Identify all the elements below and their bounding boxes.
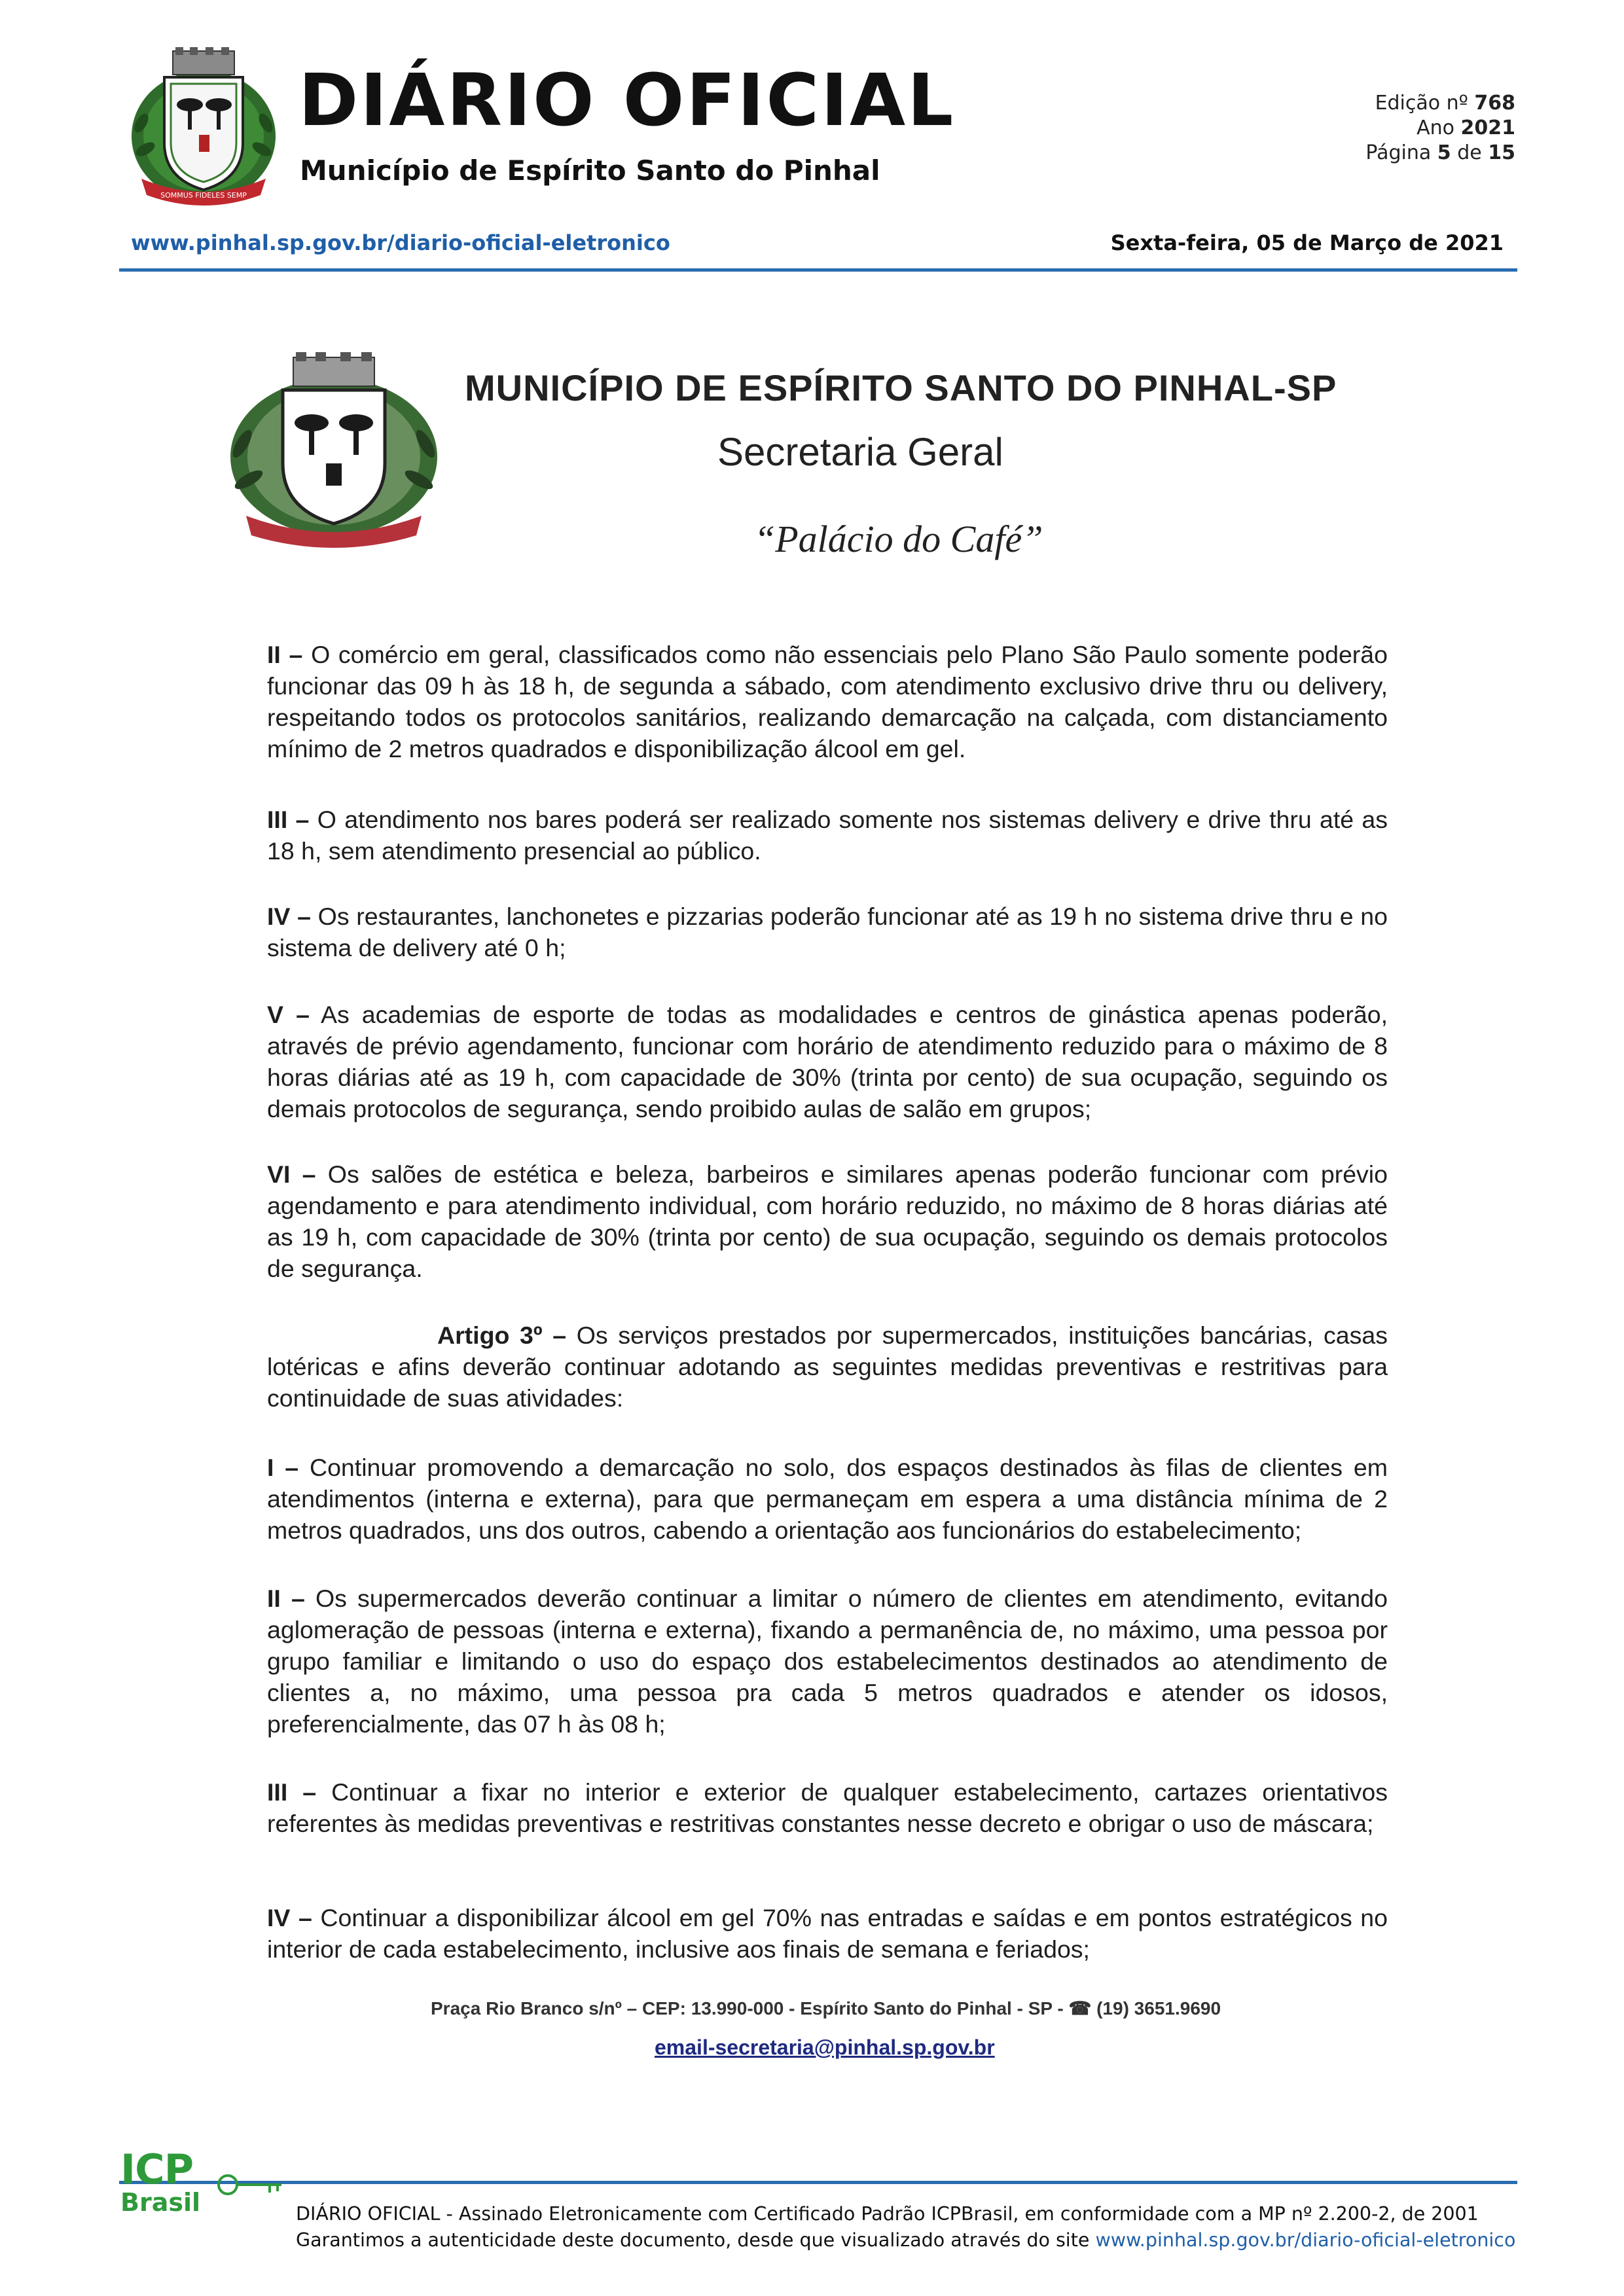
- year-number: 2021: [1460, 117, 1515, 139]
- document-heading: MUNICÍPIO DE ESPÍRITO SANTO DO PINHAL-SP: [465, 367, 1337, 408]
- paragraph-item: IV – Continuar a disponibilizar álcool em gel 70% nas entradas e saídas e em pontos estratégicos no interior de cada estabelecimento, inclusive aos finais de semana e feriados;: [267, 1904, 1388, 1963]
- paragraph-item: II – Os supermercados deverão continuar a limitar o número de clientes em atendimento, evitando aglomeração de pessoas (interna e externa), fixando a permanência de, no máximo, uma pessoa por grupo familiar e limitando o uso do espaço dos estabelecimentos destinados ao atendimento de clientes a, no máximo, uma pessoa pra cada 5 metros quadrados e atender os idosos, preferencialmente, das 07 h às 08 h;: [267, 1585, 1388, 1738]
- edition-info: Edição nº 768: [1375, 92, 1515, 115]
- edition-number: 768: [1474, 92, 1515, 115]
- paragraph-item: III – Continuar a fixar no interior e exterior de qualquer estabelecimento, cartazes orientativos referentes às medidas preventivas e restritivas constantes nesse decreto e obrigar o uso de máscara;: [267, 1778, 1388, 1837]
- contact-email-link[interactable]: email-secretaria@pinhal.sp.gov.br: [655, 2036, 995, 2059]
- telephone-icon: ☎: [1068, 1998, 1092, 2018]
- paragraph-item: V – As academias de esporte de todas as modalidades e centros de ginástica apenas poderão, através de prévio agendamento, funcionar com horário de atendimento reduzido para o máximo de 8 horas diárias até as 19 h, com capacidade de 30% (trinta por cento) de sua ocupação, seguindo os demais protocolos de segurança, sendo proibido aulas de salão em grupos;: [267, 1001, 1388, 1122]
- icp-brasil-logo: ICP Brasil: [120, 2140, 284, 2212]
- department-name: Secretaria Geral: [717, 430, 1003, 474]
- header-divider: [119, 268, 1517, 272]
- masthead-title: DIÁRIO OFICIAL: [298, 58, 956, 142]
- document-crest-icon: [223, 352, 445, 548]
- paragraph-item: III – O atendimento nos bares poderá ser realizado somente nos sistemas delivery e drive thru até as 18 h, sem atendimento presencial ao público.: [267, 806, 1388, 865]
- contact-address: Praça Rio Branco s/nº – CEP: 13.990-000 - Espírito Santo do Pinhal - SP - ☎ (19) 3651.9690: [431, 1998, 1221, 2018]
- svg-text:SOMMUS FIDELES SEMP: SOMMUS FIDELES SEMP: [160, 191, 247, 200]
- paragraph-item: II – O comércio em geral, classificados como não essenciais pelo Plano São Paulo somente poderão funcionar das 09 h às 18 h, de segunda a sábado, com atendimento exclusivo drive thru ou delivery, respeitando todos os protocolos sanitários, realizando demarcação na calçada, com distanciamento mínimo de 2 metros quadrados e disponibilização álcool em gel.: [267, 641, 1388, 762]
- publication-date: Sexta-feira, 05 de Março de 2021: [1110, 230, 1504, 255]
- paragraph-item: IV – Os restaurantes, lanchonetes e pizzarias poderão funcionar até as 19 h no sistema drive thru e no sistema de delivery até 0 h;: [267, 903, 1388, 961]
- paragraph-item: I – Continuar promovendo a demarcação no solo, dos espaços destinados às filas de clientes em atendimentos (interna e externa), para que permaneçam em espera a uma distância mínima de 2 metros quadrados, uns dos outros, cabendo a orientação aos funcionários do estabelecimento;: [267, 1454, 1388, 1544]
- footer-authenticity-notice: Garantimos a autenticidade deste documento, desde que visualizado através do site www.pinhal.sp.gov.br/diario-oficial-eletronico: [296, 2229, 1516, 2251]
- page-info: Página 5 de 15: [1365, 141, 1515, 164]
- footer-divider: [119, 2181, 1517, 2184]
- site-url-link[interactable]: www.pinhal.sp.gov.br/diario-oficial-eletronico: [131, 230, 670, 255]
- document-motto: “Palácio do Café”: [754, 518, 1043, 560]
- paragraph-item: VI – Os salões de estética e beleza, barbeiros e similares apenas poderão funcionar com prévio agendamento e para atendimento individual, com horário reduzido, no máximo de 8 horas diárias até as 19 h, com capacidade de 30% (trinta por cento) de sua ocupação, seguindo os demais protocolos de segurança.: [267, 1160, 1388, 1282]
- footer-signature-notice: DIÁRIO OFICIAL - Assinado Eletronicamente com Certificado Padrão ICPBrasil, em conformidade com a MP nº 2.200-2, de 2001: [296, 2203, 1479, 2225]
- page-total: 15: [1488, 141, 1515, 164]
- footer-site-link[interactable]: www.pinhal.sp.gov.br/diario-oficial-eletronico: [1095, 2229, 1516, 2251]
- municipal-crest-icon: [122, 45, 285, 208]
- key-icon: [216, 2169, 284, 2200]
- year-info: Ano 2021: [1416, 117, 1515, 139]
- contact-phone: (19) 3651.9690: [1096, 1998, 1221, 2018]
- page-number: 5: [1437, 141, 1451, 164]
- masthead-subtitle: Município de Espírito Santo do Pinhal: [300, 154, 880, 187]
- article-paragraph: Artigo 3º – Os serviços prestados por supermercados, instituições bancárias, casas lotéricas e afins deverão continuar adotando as seguintes medidas preventivas e restritivas para continuidade de suas atividades:: [267, 1321, 1388, 1412]
